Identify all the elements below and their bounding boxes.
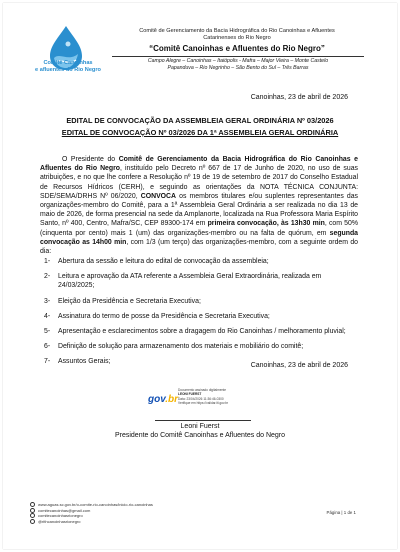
convocation-paragraph bbox=[40, 155, 358, 256]
agenda-item bbox=[44, 257, 358, 266]
cities-line1: Campo Alegre – Canoinhas – Itaiópolis - Mafra – Major Vieira – Monte Castelo bbox=[147, 58, 329, 64]
body-text-4: , com 50% (cinquenta por cento) mais 1 (um) das organizações-membro ou na falta de quórum, em bbox=[40, 220, 358, 237]
agenda-item bbox=[44, 272, 358, 290]
letterhead bbox=[112, 28, 362, 54]
agenda-item-text: Abertura da sessão e leitura do edital de convocação da assembleia; bbox=[58, 258, 269, 265]
edital-title: EDITAL DE CONVOCAÇÃO DA ASSEMBLEIA GERAL ORDINÁRIA Nº 03/2026 bbox=[66, 116, 334, 125]
footer-site[interactable]: www.aguas.sc.gov.br/o-comite-rio-canoinhas/inicio-rio-canoinhas bbox=[38, 502, 153, 507]
edital-subtitle: EDITAL DE CONVOCAÇÃO Nº 03/2026 DA 1ª ASSEMBLEIA GERAL ORDINÁRIA bbox=[61, 128, 339, 137]
signature-line bbox=[155, 420, 251, 421]
signature-verify: Verifique em https://validar.iti.gov.br bbox=[178, 400, 229, 405]
agenda-item-number: 3- bbox=[44, 297, 51, 305]
agenda-item-number: 6- bbox=[44, 343, 51, 351]
agenda-item-text: Definição de solução para armazenamento dos materiais e mobiliário do comitê; bbox=[58, 343, 304, 351]
body-bold-2: CONVOCA bbox=[140, 192, 176, 200]
agenda-item-number: 1- bbox=[44, 258, 51, 265]
signature-date: Data: 23/04/2026 11:36:46-0300 bbox=[178, 396, 224, 401]
footer-facebook[interactable]: comitecanoinhasrionegro bbox=[38, 513, 83, 519]
agenda-list bbox=[44, 257, 358, 373]
agenda-item-number: 5- bbox=[44, 328, 51, 336]
letterhead-cities bbox=[112, 58, 364, 72]
signature-line1: Documento assinado digitalmente bbox=[178, 388, 227, 392]
body-bold-3: primeira convocação, às 13h30 min bbox=[207, 220, 325, 228]
govbr-logo-gov: gov bbox=[148, 394, 166, 405]
globe-icon bbox=[30, 502, 35, 507]
agenda-item bbox=[44, 327, 358, 336]
body-bold-4: segunda convocação as 14h00 min bbox=[40, 229, 358, 246]
agenda-item-text: Assinatura do termo de posse da Presidência e Secretaria Executiva; bbox=[58, 312, 270, 320]
body-bold-1: Comitê de Gerenciamento da Bacia Hidrográfica do Rio Canoinhas e Afluentes do Rio Negro bbox=[40, 156, 358, 173]
instagram-icon bbox=[30, 519, 35, 524]
logo-caption bbox=[24, 60, 112, 74]
agenda-item-number: 7- bbox=[44, 358, 51, 366]
cities-line2: Papanduva – Rio Negrinho – São Bento do Sul – Três Barras bbox=[167, 65, 309, 72]
agenda-item-text: Leitura e aprovação da ATA referente a Assembleia Geral Extraordinária, realizada em 24/03/2025; bbox=[58, 273, 322, 290]
body-text-2: , instituído pelo Decreto nº 667 de 17 de Junho de 2020, no uso de suas atribuições, e no que lhe confere a Resolução nº 19 de 19 de setembro de 2017 do Conselho Estadual de Recursos Hídricos (CERH), e seguindo as orientações da NOTA TÉCNICA CONJUNTA: SDE/SEMA/DRHS Nº 06/2020, bbox=[40, 165, 358, 200]
date-bottom: Canoinhas, 23 de abril de 2026 bbox=[250, 362, 348, 369]
footer-email[interactable]: comitecanoinhas@gmail.com bbox=[38, 507, 91, 513]
signer-name: Leoni Fuerst bbox=[180, 423, 220, 430]
digital-signature-stamp bbox=[148, 386, 258, 414]
letterhead-divider bbox=[112, 56, 364, 57]
signature-details bbox=[178, 388, 260, 405]
letterhead-line2: Catarinenses do Rio Negro bbox=[203, 35, 271, 41]
body-text-3: os membros titulares e/ou suplentes representantes das organizações-membro do Comitê, para a 1ª Assembleia Geral Ordinária a ser realizada no dia 13 de maio de 2026, de forma presencial na sede da Amplanorte, localizada na Rua Professora Maria Espírito Santo, nº 400, Centro, Mafra/SC, CEP 89300-174 em bbox=[40, 192, 359, 228]
agenda-item-number: 2- bbox=[44, 273, 51, 281]
footer-instagram[interactable]: @rithcanoinhasrionegro bbox=[38, 518, 81, 524]
facebook-icon bbox=[30, 513, 35, 518]
signature-signer: LEONI FUERST bbox=[178, 392, 202, 397]
date-top: Canoinhas, 23 de abril de 2026 bbox=[250, 94, 348, 101]
body-text-1: O Presidente do bbox=[62, 156, 119, 163]
logo-caption-line1: Comitê Canoinhas bbox=[43, 60, 93, 66]
footer-contacts bbox=[30, 502, 153, 524]
agenda-item-text: Eleição da Presidência e Secretaria Executiva; bbox=[58, 297, 201, 305]
body-text-5: , com 1/3 (um terço) das organizações-membro, com a seguinte ordem do dia: bbox=[40, 238, 358, 256]
letterhead-line1: Comitê de Gerenciamento da Bacia Hidrográfica do Rio Canoinhas e Afluentes bbox=[139, 28, 335, 34]
govbr-logo-br: .br bbox=[165, 394, 179, 405]
agenda-item-text: Apresentação e esclarecimentos sobre a dragagem do Rio Canoinhas / melhoramento pluvial; bbox=[58, 328, 346, 336]
agenda-item-text: Assuntos Gerais; bbox=[58, 358, 111, 366]
logo-caption-line2: e afluentes do Rio Negro bbox=[35, 67, 101, 73]
agenda-item bbox=[44, 297, 358, 306]
letterhead-title: “Comitê Canoinhas e Afluentes do Rio Negro” bbox=[149, 44, 325, 53]
page-number: Página | 1 de 1 bbox=[326, 510, 356, 515]
email-icon bbox=[30, 508, 35, 513]
agenda-item-number: 4- bbox=[44, 312, 51, 320]
signer-role: Presidente do Comitê Canoinhas e Afluentes do Negro bbox=[114, 432, 286, 439]
agenda-item bbox=[44, 312, 358, 321]
govbr-logo bbox=[148, 394, 178, 405]
agenda-item bbox=[44, 342, 358, 351]
